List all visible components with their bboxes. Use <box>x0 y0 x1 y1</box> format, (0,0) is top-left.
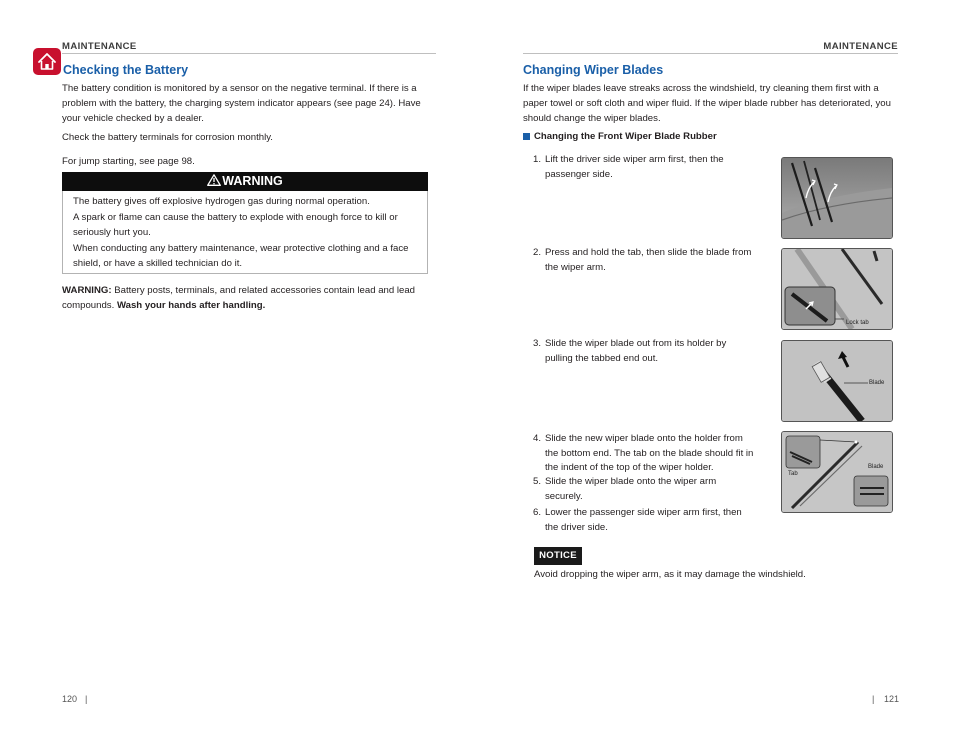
page-title-left: Checking the Battery <box>63 63 189 77</box>
wiper-subheading-text: Changing the Front Wiper Blade Rubber <box>534 131 717 142</box>
step-number: 2. <box>533 247 542 258</box>
page-title-right: Changing Wiper Blades <box>523 63 664 77</box>
page-number-left: 120 <box>62 694 78 704</box>
battery-paragraph-1: The battery condition is monitored by a sensor on the negative terminal. If there is a problem with the battery, the charging system indicator appears (see page 24). Have your vehicle checked by a dealer. <box>62 83 421 124</box>
step-text: Lift the driver side wiper arm first, then the passenger side. <box>545 154 724 180</box>
wiper-intro: If the wiper blades leave streaks across the windshield, try cleaning them first with a paper towel or soft cloth and wiper fluid. If the wiper blade rubber has deteriorated, you should change the wiper blades. <box>523 83 891 124</box>
lead-warning-label: WARNING: <box>62 285 112 296</box>
warning-line-1: The battery gives off explosive hydrogen gas during normal operation. <box>73 196 370 207</box>
page-number-right: 121 <box>884 694 900 704</box>
warning-title: WARNING <box>222 174 283 188</box>
step-5 <box>533 475 758 505</box>
header-rule-right <box>523 53 898 54</box>
square-bullet-icon <box>523 133 530 140</box>
lead-warning-emphasis: Wash your hands after handling. <box>116 300 266 311</box>
warning-line-2: A spark or flame can cause the battery to explode with enough force to kill or seriously hurt you. <box>73 212 398 238</box>
step-number: 6. <box>533 507 542 518</box>
blade-removal-image <box>781 340 893 422</box>
warning-triangle-icon <box>207 174 221 186</box>
step-number: 4. <box>533 433 542 444</box>
battery-paragraph-2: Check the battery terminals for corrosion monthly. <box>62 132 273 143</box>
step-3 <box>533 337 758 367</box>
warning-line-3: When conducting any battery maintenance, wear protective clothing and a face shield, or have a skilled technician do it. <box>73 243 409 269</box>
lead-warning-body: Battery posts, terminals, and related accessories contain lead and lead compounds. <box>62 285 416 311</box>
step-4 <box>533 432 758 477</box>
step-2 <box>533 246 758 276</box>
blade-install-image <box>781 431 893 513</box>
section-label-left: MAINTENANCE <box>62 41 137 52</box>
step-text: Slide the wiper blade onto the wiper arm securely. <box>545 476 717 502</box>
header-rule-left <box>62 53 436 54</box>
section-label-right: MAINTENANCE <box>823 41 898 52</box>
step-6 <box>533 506 758 536</box>
page-separator-right: | <box>872 694 875 704</box>
step-text: Slide the wiper blade out from its holder by pulling the tabbed end out. <box>545 338 727 364</box>
step-1 <box>533 153 758 183</box>
step-number: 5. <box>533 476 542 487</box>
lock-tab-label: Lock tab <box>846 320 869 326</box>
warning-header <box>62 172 428 191</box>
battery-paragraph-3: For jump starting, see page 98. <box>62 156 195 167</box>
step-text: Slide the new wiper blade onto the holder from the bottom end. The tab on the blade should fit in the indent of the top of the wiper holder. <box>545 433 754 473</box>
home-button[interactable] <box>33 48 61 75</box>
wiper-subheading <box>523 131 717 142</box>
wiper-lift-image <box>781 157 893 239</box>
home-icon <box>33 48 61 75</box>
tab-label-step4: Tab <box>788 471 798 477</box>
blade-label-step4: Blade <box>868 464 884 470</box>
notice-text: Avoid dropping the wiper arm, as it may damage the windshield. <box>534 569 806 580</box>
step-number: 1. <box>533 154 542 165</box>
page-separator-left: | <box>85 694 88 704</box>
step-text: Press and hold the tab, then slide the blade from the wiper arm. <box>545 247 752 273</box>
step-number: 3. <box>533 338 542 349</box>
lead-warning-text <box>62 283 436 313</box>
step-text: Lower the passenger side wiper arm first, then the driver side. <box>545 507 742 533</box>
lock-tab-image <box>781 248 893 330</box>
notice-badge: NOTICE <box>534 547 582 565</box>
blade-label-step3: Blade <box>869 380 885 386</box>
